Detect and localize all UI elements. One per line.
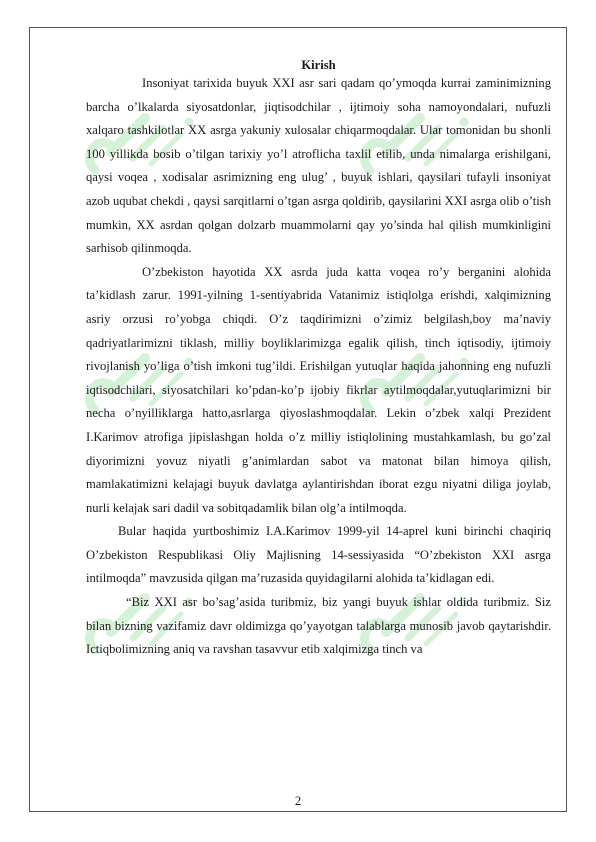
- paragraph-4: “Biz XXI asr bo’sag’asida turibmiz, biz yangi buyuk ishlar oldida turibmiz. Siz bilan bizning vazifamiz davr oldimizga qo’yayotgan talablarga munosib javob qaytarishdir. Ictiqbolimizning aniq va ravshan tasavvur etib xalqimizga tinch va: [86, 595, 551, 657]
- page-number: 2: [294, 794, 302, 808]
- document-body: [86, 58, 551, 662]
- paragraph-2: O’zbekiston hayotida XX asrda juda katta voqea ro’y berganini alohida ta’kidlash zarur. 1991-yilning 1-sentiyabrida Vatanimiz istiqlolga erishdi, xalqimizning asriy orzusi ro’yobga chiqdi. O’z taqdirimizni o’zimiz belgilash,boy ma’naviy qadriyatlarimizni tiklash, milliy boyliklarimizga egalik qilish, tinch iqtisodiy, ijtimoiy rivojlanish yo’liga o’tish imkoni tug’ildi. Erishilgan yutuqlar haqida jahonning eng nufuzli iqtisodchilari, siyosatchilari ko’pdan-ko’p ijobiy fikrlar aytilmoqdalar,yutuqlarimizni bir necha o’nyilliklarga hatto,asrlarga qiyoslashmoqdalar. Lekin o’zbek xalqi Prezident I.Karimov atrofiga jipislashgan holda o’z milliy istiqlolining mustahkamlash, bu go’zal diyorimizni yovuz niyatli g’animlardan sabot va matonat bilan himoya qilish, mamlakatimizni kelajagi buyuk davlatga aylantirishdan iborat ezgu niyatni diliga joylab, nurli kelajak sari dadil va sobitqadamlik bilan olg’a intilmoqda.: [86, 264, 551, 515]
- paragraph-1: Insoniyat tarixida buyuk XXI asr sari qadam qo’ymoqda kurrai zaminimizning barcha o’lkalarda siyosatdonlar, jiqtisodchilar , ijtimoiy soha namoyondalari, nufuzli xalqaro tashkilotlar XX asrga yakuniy xulosalar chiqarmoqdalar. Ular tomonidan bu shonli 100 yillikda bosib o’tilgan tarixiy yo’l atroflicha taxlil etilib, unda nimalarga erishilgani, qaysi voqea , xodisalar asrimizning eng ulug’ , buyuk ishlari, qaysilari tufayli insoniyat azob uqubat chekdi , qaysi sarqitlarni o’tgan asrga qoldirib, qaysilarini XXI asrga olib o’tish mumkin, XX asrdan qolgan dolzarb muammolarni qay yo’sinda hal qilish mumkinligini sarhisob qilinmoqda.: [86, 76, 551, 256]
- paragraph-3: Bular haqida yurtboshimiz I.A.Karimov 1999-yil 14-aprel kuni birinchi chaqiriq O’zbekiston Respublikasi Oliy Majlisning 14-sessiyasida “O’zbekiston XXI asrga intilmoqda” mavzusida qilgan ma’ruzasida quyidagilarni alohida ta’kidlagan edi.: [86, 524, 551, 586]
- page-title: Kirish: [301, 58, 336, 72]
